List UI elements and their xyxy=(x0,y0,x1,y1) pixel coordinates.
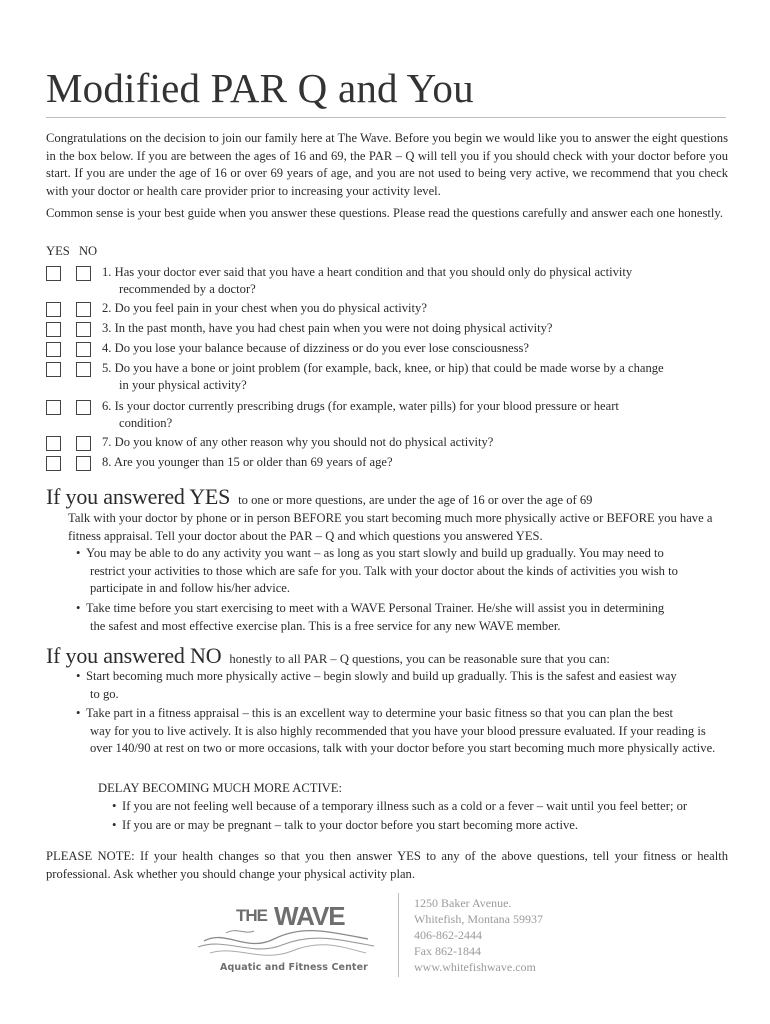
delay-bullet-1-text: If you are not feeling well because of a temporary illness such as a cold or a fever – wait until you feel better; or xyxy=(122,799,688,813)
yes-bullet-2-rest: the safest and most effective exercise plan. This is a free service for any new WAVE member. xyxy=(90,618,561,633)
contact-block xyxy=(414,895,543,975)
yes-checkbox-8[interactable] xyxy=(46,456,61,471)
delay-bullet-2: • If you are or may be pregnant – talk to your doctor before you start becoming more active. xyxy=(112,818,579,832)
question-text-7 xyxy=(102,434,728,451)
yes-checkbox-1[interactable] xyxy=(46,266,61,281)
logo-wave-line-2 xyxy=(198,938,374,949)
question-7-line1: 7. Do you know of any other reason why you should not do physical activity? xyxy=(102,435,494,449)
no-checkbox-1[interactable] xyxy=(76,266,91,281)
no-bullet-2-line1: Take part in a fitness appraisal – this is an excellent way to determine your basic fitness so that you can plan the best xyxy=(86,706,674,720)
yes-bullet-1: • You may be able to do any activity you want – as long as you start slowly and build up gradually. You may need to restrict your activities to those which are safe for you. Talk with your doctor about the kinds of activities you wish to participate in and follow his/her advice. xyxy=(76,545,722,598)
logo-wave-line-1 xyxy=(204,931,368,944)
contact-website[interactable]: www.whitefishwave.com xyxy=(414,960,536,974)
yes-subheading: to one or more questions, are under the age of 16 or over the age of 69 xyxy=(238,493,593,507)
no-bullet-1: • Start becoming much more physically active – begin slowly and build up gradually. This is the safest and easiest way to go. xyxy=(76,668,722,703)
yes-checkbox-7[interactable] xyxy=(46,436,61,451)
question-text-3 xyxy=(102,320,728,337)
page-title: Modified PAR Q and You xyxy=(46,65,474,111)
delay-heading: DELAY BECOMING MUCH MORE ACTIVE: xyxy=(98,781,342,795)
question-text-4 xyxy=(102,340,728,357)
yes-checkbox-6[interactable] xyxy=(46,400,61,415)
no-bullet-2: • Take part in a fitness appraisal – this is an excellent way to determine your basic fitness so that you can plan the best way for you to live actively. It is also highly recommended that you have your blood pressure evaluated. If your reading is over 140/90 at rest on two or more occasions, talk with your doctor before you start becoming much more physically active. xyxy=(76,705,722,758)
yes-bullet-2: • Take time before you start exercising to meet with a WAVE Personal Trainer. He/she will assist you in determining the safest and most effective exercise plan. This is a free service for any new WAVE member. xyxy=(76,600,722,635)
no-column-label: NO xyxy=(78,244,98,258)
no-checkbox-5[interactable] xyxy=(76,362,91,377)
yes-heading: If you answered YES xyxy=(46,484,231,509)
question-6-line2: condition? xyxy=(119,416,173,430)
yes-checkbox-5[interactable] xyxy=(46,362,61,377)
question-5-line1: 5. Do you have a bone or joint problem (for example, back, knee, or hip) that could be made worse by a change xyxy=(102,361,664,375)
logo-wave-curl xyxy=(226,931,254,933)
question-3-line1: 3. In the past month, have you had chest pain when you were not doing physical activity? xyxy=(102,321,553,335)
question-row-5 xyxy=(46,360,728,396)
question-row-6 xyxy=(46,398,728,434)
no-bullet-1-line1: Start becoming much more physically active – begin slowly and build up gradually. This is the safest and easiest way xyxy=(86,669,677,683)
no-checkbox-2[interactable] xyxy=(76,302,91,317)
no-subheading: honestly to all PAR – Q questions, you can be reasonable sure that you can: xyxy=(229,652,610,666)
question-text-2 xyxy=(102,300,728,317)
question-4-line1: 4. Do you lose your balance because of dizziness or do you ever lose consciousness? xyxy=(102,341,530,355)
question-text-1 xyxy=(102,264,728,298)
title-divider xyxy=(46,117,726,118)
common-sense-paragraph: Common sense is your best guide when you answer these questions. Please read the questions carefully and answer each one honestly. xyxy=(46,206,723,220)
no-heading: If you answered NO xyxy=(46,643,222,668)
no-bullet-2-rest: way for you to live actively. It is also highly recommended that you have your blood pressure evaluated. If your reading is over 140/90 at rest on two or more occasions, talk with your doctor before you start becoming much more physically active. xyxy=(90,723,716,755)
yes-section-heading xyxy=(46,484,728,510)
logo-word-the: THE xyxy=(236,906,267,925)
footer-divider xyxy=(398,893,399,977)
logo-tagline: Aquatic and Fitness Center xyxy=(220,962,368,973)
delay-bullet-1: • If you are not feeling well because of a temporary illness such as a cold or a fever – wait until you feel better; or xyxy=(112,799,688,813)
no-checkbox-8[interactable] xyxy=(76,456,91,471)
question-2-line1: 2. Do you feel pain in your chest when you do physical activity? xyxy=(102,301,427,315)
question-text-6 xyxy=(102,398,728,432)
yes-bullet-1-rest: restrict your activities to those which are safe for you. Talk with your doctor about the kinds of activities you wish to participate in and follow his/her advice. xyxy=(90,563,678,595)
question-1-line1: 1. Has your doctor ever said that you have a heart condition and that you should only do physical activity xyxy=(102,265,633,279)
yes-bullet-1-line1: You may be able to do any activity you want – as long as you start slowly and build up gradually. You may need to xyxy=(86,546,664,560)
contact-street: 1250 Baker Avenue. xyxy=(414,896,512,910)
no-section-heading xyxy=(46,643,728,669)
contact-fax: Fax 862-1844 xyxy=(414,944,481,958)
contact-city: Whitefish, Montana 59937 xyxy=(414,912,543,926)
question-8-line1: 8. Are you younger than 15 or older than 69 years of age? xyxy=(102,455,393,469)
question-text-8 xyxy=(102,454,728,471)
yes-body-paragraph: Talk with your doctor by phone or in person BEFORE you start becoming much more physically active or BEFORE you have a fitness appraisal. Tell your doctor about the PAR – Q and which questions you answered YES. xyxy=(68,511,713,543)
question-6-line1: 6. Is your doctor currently prescribing drugs (for example, water pills) for your blood pressure or heart xyxy=(102,399,619,413)
no-checkbox-4[interactable] xyxy=(76,342,91,357)
no-bullet-1-rest: to go. xyxy=(90,686,119,701)
question-1-line2: recommended by a doctor? xyxy=(119,282,256,296)
no-checkbox-7[interactable] xyxy=(76,436,91,451)
no-checkbox-6[interactable] xyxy=(76,400,91,415)
please-note-paragraph: PLEASE NOTE: If your health changes so that you then answer YES to any of the above questions, tell your fitness or health professional. Ask whether you should change your physical activity plan. xyxy=(46,849,728,881)
intro-paragraph: Congratulations on the decision to join our family here at The Wave. Before you begin we would like you to answer the eight questions in the box below. If you are between the ages of 16 and 69, the PAR – Q will tell you if you should check with your doctor before you start. If you are under the age of 16 or over 69 years of age, and you are not used to being very active, we recommend that you check with your doctor or health care provider prior to increasing your activity level. xyxy=(46,131,728,198)
contact-phone: 406-862-2444 xyxy=(414,928,482,942)
question-text-5 xyxy=(102,360,728,394)
delay-bullet-2-text: If you are or may be pregnant – talk to your doctor before you start becoming more active. xyxy=(122,818,579,832)
yes-checkbox-4[interactable] xyxy=(46,342,61,357)
question-5-line2: in your physical activity? xyxy=(119,378,247,392)
yes-checkbox-2[interactable] xyxy=(46,302,61,317)
yes-column-label: YES xyxy=(46,244,70,258)
logo-word-wave: WAVE xyxy=(274,901,345,931)
yes-bullet-2-line1: Take time before you start exercising to meet with a WAVE Personal Trainer. He/she will assist you in determining xyxy=(86,601,665,615)
answer-header xyxy=(46,244,97,259)
no-checkbox-3[interactable] xyxy=(76,322,91,337)
yes-checkbox-3[interactable] xyxy=(46,322,61,337)
question-row-1 xyxy=(46,264,728,300)
